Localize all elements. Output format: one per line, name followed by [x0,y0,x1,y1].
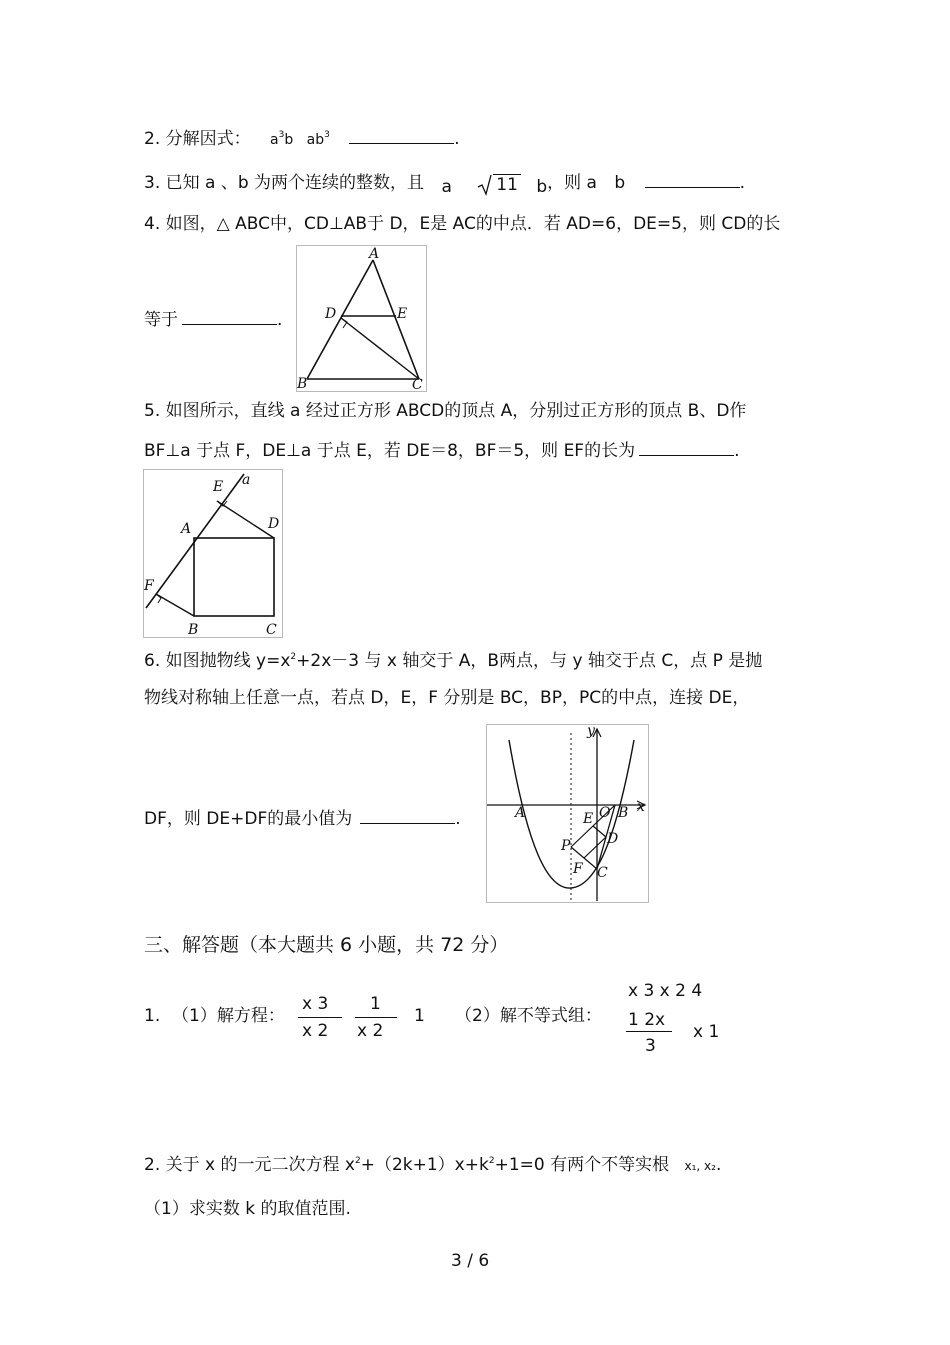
question-6-line-3: DF，则 DE+DF的最小值为 . [144,809,461,829]
label-F: F [573,861,583,877]
question-text: 已知 a 、b 为两个连续的整数，且 [165,173,425,193]
question-number: 2. [144,1155,161,1175]
label-B: B [188,622,199,637]
label-P: P [561,838,571,854]
question-4-line-2: 等于 . [144,310,283,330]
label-B: B [618,805,629,821]
question-5-line-1 [144,401,746,421]
question-text: 分解因式： [165,129,251,149]
fraction-2-bar [355,1017,397,1018]
question-3: 3. 已知 a 、b 为两个连续的整数，且 a 11 b，则 a b . [144,173,745,197]
question-5-line-2: BF⊥a 于点 F，DE⊥a 于点 E，若 DE＝8，BF＝5，则 EF的长为 . [144,441,740,461]
question-number: 6. [144,651,161,671]
math-expression: $a^3b$ $ab^3$ [270,130,330,148]
figure-parabola [486,724,649,903]
label-A: A [515,805,526,821]
figure-square-abcd [143,469,283,638]
answer-blank [182,308,277,325]
label-x: x [637,799,645,815]
label-E: E [397,306,408,322]
fraction-2-numerator: 1 [370,994,381,1014]
problem-1-part-1: （1）解方程： [172,1006,285,1026]
problem-2-sub-1: （1）求实数 k 的取值范围. [144,1199,351,1219]
question-text: 如图，△ ABC中，CD⊥AB于 D，E是 AC的中点．若 AD=6，DE=5，则 CD的长 [165,214,781,234]
label-C: C [266,622,277,637]
figure-triangle-abc [296,245,427,392]
label-A: A [369,246,380,262]
label-C: C [412,377,423,391]
inequality-2-denominator: 3 [645,1036,656,1056]
label-a: a [242,472,251,488]
answer-blank [645,171,740,188]
problem-1-part-2: （2）解不等式组： [455,1006,602,1026]
sqrt-expression: 11 [477,175,526,195]
fraction-2-denominator: x 2 [357,1021,384,1041]
question-6-line-1: 6. 如图抛物线 $y=x^2+2x-3$ 与 x 轴交于 A，B两点，与 y 轴交于点 C，点 P 是抛 [144,651,763,671]
label-B: B [297,376,308,391]
problem-2: 2. 关于 x 的一元二次方程 $x^2+(2k+1)x+k^2+1=0$ 有两个不等实根 x₁, x₂. [144,1155,722,1175]
label-F: F [144,578,154,594]
question-number: 2. [144,129,161,149]
inequality-2-bar [626,1031,672,1032]
label-C: C [597,865,608,881]
roots-notation: x₁, x₂ [684,1159,716,1173]
label-E: E [583,811,594,827]
label-E: E [213,479,224,495]
problem-1-number: 1. [144,1006,161,1026]
question-number: 3. [144,173,161,193]
page-number: 3 / 6 [451,1251,490,1271]
fraction-1-denominator: x 2 [302,1021,329,1041]
question-2: 2. 分解因式： $a^3b$ $ab^3$ . [144,129,460,149]
answer-blank [639,439,734,456]
inequality-1: x 3 x 2 4 [628,981,703,1001]
inequality-2-numerator: 1 2x [628,1010,666,1030]
section-heading: 三、解答题（本大题共 6 小题，共 72 分） [144,934,509,956]
label-D: D [325,306,337,322]
answer-blank [349,127,454,144]
answer-blank [360,807,455,824]
label-D: D [268,516,280,532]
question-4-line-1 [144,214,780,234]
label-O: O [599,805,611,821]
equation-rhs: 1 [414,1006,425,1026]
fraction-1-bar [298,1017,342,1018]
question-6-line-2: 物线对称轴上任意一点，若点 D，E，F 分别是 BC，BP，PC的中点，连接 DE， [144,688,750,708]
label-A: A [181,521,192,537]
inequality-2-rhs: x 1 [693,1022,720,1042]
label-D: D [607,831,619,847]
question-number: 4. [144,214,161,234]
question-text: 如图所示，直线 a 经过正方形 ABCD的顶点 A，分别过正方形的顶点 B、D作 [165,401,747,421]
fraction-1-numerator: x 3 [302,994,329,1014]
question-number: 5. [144,401,161,421]
label-y: y [587,725,595,739]
